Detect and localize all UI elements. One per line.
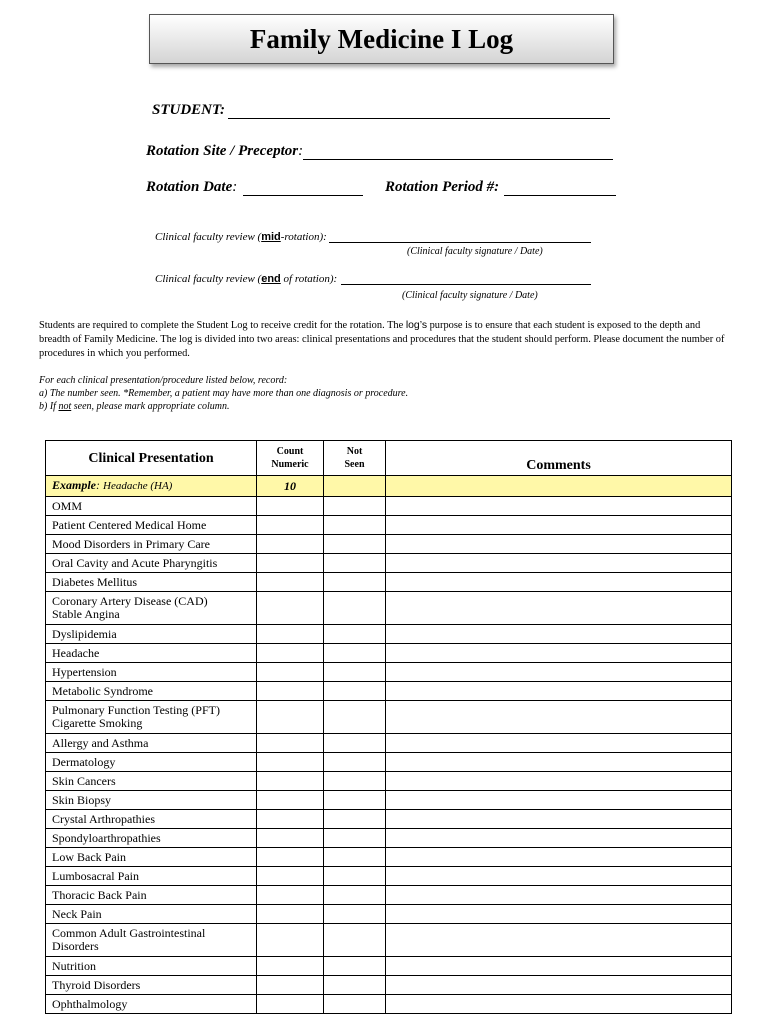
comments-cell[interactable] xyxy=(386,592,732,625)
not-seen-cell[interactable] xyxy=(324,497,386,516)
presentation-label: Skin Biopsy xyxy=(52,792,112,807)
presentation-cell xyxy=(46,848,257,867)
table-row xyxy=(46,734,732,753)
presentation-cell xyxy=(46,867,257,886)
presentation-label: Pulmonary Function Testing (PFT) xyxy=(52,703,220,717)
presentation-label: Coronary Artery Disease (CAD) xyxy=(52,594,208,608)
presentation-cell xyxy=(46,810,257,829)
comments-cell[interactable] xyxy=(386,701,732,734)
not-seen-cell[interactable] xyxy=(324,663,386,682)
not-seen-cell[interactable] xyxy=(324,924,386,957)
comments-cell[interactable] xyxy=(386,905,732,924)
rotation-site-label: Rotation Site / Preceptor: xyxy=(146,143,304,159)
end-signature-hint: (Clinical faculty signature / Date) xyxy=(402,290,538,301)
table-row xyxy=(46,592,732,625)
count-cell[interactable] xyxy=(257,976,324,995)
comments-cell[interactable] xyxy=(386,995,732,1014)
example-count: 10 xyxy=(257,476,324,497)
rotation-site-field[interactable] xyxy=(146,143,613,160)
rotation-site-line[interactable] xyxy=(303,145,613,160)
student-field[interactable] xyxy=(152,102,610,119)
comments-cell[interactable] xyxy=(386,535,732,554)
presentation-label: Stable Angina xyxy=(52,607,120,621)
presentation-cell xyxy=(46,554,257,573)
comments-cell[interactable] xyxy=(386,886,732,905)
comments-cell[interactable] xyxy=(386,734,732,753)
table-row xyxy=(46,995,732,1014)
presentation-cell xyxy=(46,663,257,682)
instructions-lead: For each clinical presentation/procedure listed below, record: xyxy=(39,375,288,386)
student-label: STUDENT: xyxy=(152,102,226,118)
count-cell[interactable] xyxy=(257,592,324,625)
presentation-cell xyxy=(46,957,257,976)
not-seen-cell[interactable] xyxy=(324,554,386,573)
count-cell[interactable] xyxy=(257,516,324,535)
table-row xyxy=(46,810,732,829)
page-title: Family Medicine I Log xyxy=(149,14,614,64)
not-seen-cell[interactable] xyxy=(324,516,386,535)
presentation-cell xyxy=(46,497,257,516)
count-cell[interactable] xyxy=(257,848,324,867)
table-row xyxy=(46,848,732,867)
presentation-cell xyxy=(46,995,257,1014)
count-cell[interactable] xyxy=(257,573,324,592)
intro-paragraph: Students are required to complete the Student Log to receive credit for the rotation. The log’s purpose is to ensure that each student is exposed to the depth and breadth of Family Medicine. The log is divided into two areas: clinical presentations and procedures that the student should perform. Please document the number of procedures in which you performed. xyxy=(39,320,725,359)
table-header-row xyxy=(46,441,732,476)
not-seen-cell[interactable] xyxy=(324,592,386,625)
instructions xyxy=(39,374,729,413)
presentation-label: Nutrition xyxy=(52,958,96,973)
presentation-label: Diabetes Mellitus xyxy=(52,574,137,589)
presentation-label: Cigarette Smoking xyxy=(52,716,143,730)
presentation-label: Headache xyxy=(52,645,100,660)
student-line[interactable] xyxy=(228,104,610,119)
presentation-cell xyxy=(46,976,257,995)
presentation-cell xyxy=(46,905,257,924)
presentation-cell xyxy=(46,682,257,701)
not-seen-cell[interactable] xyxy=(324,848,386,867)
table-row xyxy=(46,924,732,957)
comments-cell[interactable] xyxy=(386,810,732,829)
comments-cell[interactable] xyxy=(386,829,732,848)
comments-cell[interactable] xyxy=(386,516,732,535)
rotation-date-label: Rotation Date: xyxy=(146,179,238,195)
comments-cell[interactable] xyxy=(386,867,732,886)
table-row xyxy=(46,905,732,924)
presentation-cell xyxy=(46,592,257,625)
table-row xyxy=(46,829,732,848)
not-seen-cell[interactable] xyxy=(324,701,386,734)
presentation-cell xyxy=(46,734,257,753)
rotation-period-label: Rotation Period #: xyxy=(385,179,500,195)
not-seen-cell[interactable] xyxy=(324,791,386,810)
not-seen-cell[interactable] xyxy=(324,905,386,924)
count-cell[interactable] xyxy=(257,734,324,753)
not-seen-cell[interactable] xyxy=(324,644,386,663)
comments-cell[interactable] xyxy=(386,663,732,682)
mid-rotation-review[interactable] xyxy=(155,231,591,243)
table-row xyxy=(46,867,732,886)
presentation-label: Dermatology xyxy=(52,754,116,769)
comments-cell[interactable] xyxy=(386,644,732,663)
end-rotation-review[interactable] xyxy=(155,273,591,285)
not-seen-cell[interactable] xyxy=(324,810,386,829)
presentation-cell xyxy=(46,829,257,848)
table-row xyxy=(46,497,732,516)
presentation-cell xyxy=(46,753,257,772)
instruction-a: a) The number seen. *Remember, a patient may have more than one diagnosis or procedure. xyxy=(39,388,409,399)
presentation-label: Oral Cavity and Acute Pharyngitis xyxy=(52,555,218,570)
presentation-cell xyxy=(46,701,257,734)
not-seen-cell[interactable] xyxy=(324,682,386,701)
comments-cell[interactable] xyxy=(386,682,732,701)
presentation-label: OMM xyxy=(52,498,83,513)
presentation-label: Neck Pain xyxy=(52,906,102,921)
presentation-label: Metabolic Syndrome xyxy=(52,683,153,698)
presentation-cell xyxy=(46,772,257,791)
count-cell[interactable] xyxy=(257,829,324,848)
presentation-label: Thoracic Back Pain xyxy=(52,887,147,902)
not-seen-cell[interactable] xyxy=(324,734,386,753)
rotation-period-field[interactable] xyxy=(385,179,616,196)
presentation-label: Skin Cancers xyxy=(52,773,116,788)
example-comments xyxy=(386,476,732,497)
presentation-label: Patient Centered Medical Home xyxy=(52,517,207,532)
table-row xyxy=(46,535,732,554)
count-cell[interactable] xyxy=(257,535,324,554)
count-cell[interactable] xyxy=(257,957,324,976)
end-review-label: Clinical faculty review (end of rotation): xyxy=(155,273,338,285)
comments-cell[interactable] xyxy=(386,924,732,957)
count-cell[interactable] xyxy=(257,772,324,791)
not-seen-cell[interactable] xyxy=(324,995,386,1014)
comments-cell[interactable] xyxy=(386,791,732,810)
presentation-label: Lumbosacral Pain xyxy=(52,868,139,883)
clinical-log-table xyxy=(45,440,732,1014)
table-row xyxy=(46,682,732,701)
count-cell[interactable] xyxy=(257,663,324,682)
table-row xyxy=(46,663,732,682)
mid-signature-hint: (Clinical faculty signature / Date) xyxy=(407,246,543,257)
presentation-label: Low Back Pain xyxy=(52,849,126,864)
presentation-label: Disorders xyxy=(52,939,99,953)
example-row xyxy=(46,476,732,497)
header-comments: Comments xyxy=(386,441,732,476)
presentation-cell xyxy=(46,924,257,957)
end-review-line[interactable] xyxy=(341,274,591,285)
header-clinical-presentation: Clinical Presentation xyxy=(46,441,257,476)
comments-cell[interactable] xyxy=(386,772,732,791)
rotation-date-line[interactable] xyxy=(243,181,363,196)
presentation-cell xyxy=(46,535,257,554)
comments-cell[interactable] xyxy=(386,753,732,772)
presentation-label: Thyroid Disorders xyxy=(52,977,141,992)
header-count-numeric: Count Numeric xyxy=(257,441,324,476)
presentation-label: Ophthalmology xyxy=(52,996,128,1011)
not-seen-cell[interactable] xyxy=(324,957,386,976)
table-row xyxy=(46,644,732,663)
comments-cell[interactable] xyxy=(386,625,732,644)
rotation-date-field[interactable] xyxy=(146,179,363,196)
table-row xyxy=(46,957,732,976)
presentation-cell xyxy=(46,516,257,535)
count-cell[interactable] xyxy=(257,867,324,886)
not-seen-cell[interactable] xyxy=(324,625,386,644)
example-presentation: Example: Headache (HA) xyxy=(46,476,257,497)
presentation-label: Dyslipidemia xyxy=(52,626,117,641)
not-seen-cell[interactable] xyxy=(324,829,386,848)
comments-cell[interactable] xyxy=(386,573,732,592)
count-cell[interactable] xyxy=(257,554,324,573)
rotation-period-line[interactable] xyxy=(504,181,616,196)
presentation-cell xyxy=(46,625,257,644)
presentation-cell xyxy=(46,573,257,592)
comments-cell[interactable] xyxy=(386,554,732,573)
table-row xyxy=(46,976,732,995)
presentation-cell xyxy=(46,886,257,905)
count-cell[interactable] xyxy=(257,701,324,734)
not-seen-cell[interactable] xyxy=(324,535,386,554)
instruction-b: b) If not seen, please mark appropriate column. xyxy=(39,401,230,412)
presentation-label: Mood Disorders in Primary Care xyxy=(52,536,210,551)
count-cell[interactable] xyxy=(257,905,324,924)
comments-cell[interactable] xyxy=(386,497,732,516)
table-row xyxy=(46,554,732,573)
not-seen-cell[interactable] xyxy=(324,573,386,592)
presentation-cell xyxy=(46,791,257,810)
table-row xyxy=(46,625,732,644)
table-row xyxy=(46,701,732,734)
mid-review-label: Clinical faculty review (mid-rotation): xyxy=(155,231,327,243)
count-cell[interactable] xyxy=(257,791,324,810)
count-cell[interactable] xyxy=(257,497,324,516)
count-cell[interactable] xyxy=(257,924,324,957)
count-cell[interactable] xyxy=(257,644,324,663)
count-cell[interactable] xyxy=(257,625,324,644)
not-seen-cell[interactable] xyxy=(324,976,386,995)
table-row xyxy=(46,791,732,810)
presentation-label: Spondyloarthropathies xyxy=(52,830,161,845)
table-row xyxy=(46,753,732,772)
count-cell[interactable] xyxy=(257,995,324,1014)
not-seen-cell[interactable] xyxy=(324,867,386,886)
comments-cell[interactable] xyxy=(386,957,732,976)
count-cell[interactable] xyxy=(257,753,324,772)
not-seen-cell[interactable] xyxy=(324,753,386,772)
presentation-label: Common Adult Gastrointestinal xyxy=(52,926,206,940)
header-not-seen: Not Seen xyxy=(324,441,386,476)
not-seen-cell[interactable] xyxy=(324,886,386,905)
table-row xyxy=(46,772,732,791)
table-row xyxy=(46,886,732,905)
presentation-label: Allergy and Asthma xyxy=(52,735,149,750)
presentation-label: Hypertension xyxy=(52,664,117,679)
not-seen-cell[interactable] xyxy=(324,772,386,791)
count-cell[interactable] xyxy=(257,682,324,701)
table-row xyxy=(46,516,732,535)
comments-cell[interactable] xyxy=(386,848,732,867)
presentation-cell xyxy=(46,644,257,663)
table-row xyxy=(46,573,732,592)
count-cell[interactable] xyxy=(257,886,324,905)
mid-review-line[interactable] xyxy=(329,232,591,243)
example-not-seen xyxy=(324,476,386,497)
count-cell[interactable] xyxy=(257,810,324,829)
comments-cell[interactable] xyxy=(386,976,732,995)
presentation-label: Crystal Arthropathies xyxy=(52,811,155,826)
